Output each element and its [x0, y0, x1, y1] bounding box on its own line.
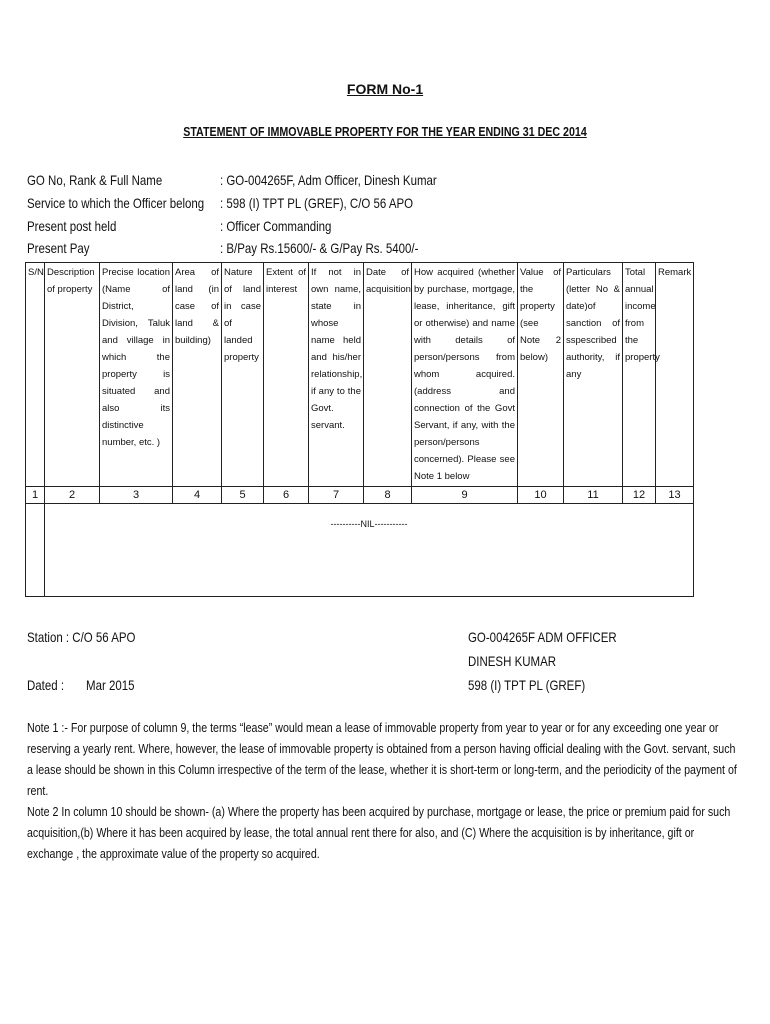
- dated-value: Mar 2015: [86, 677, 135, 693]
- header-cell: Remark: [656, 263, 694, 487]
- service-value: : 598 (I) TPT PL (GREF), C/O 56 APO: [220, 195, 414, 211]
- column-number: 7: [309, 487, 364, 504]
- column-number: 2: [45, 487, 100, 504]
- service-label: Service to which the Officer belong: [27, 195, 205, 211]
- header-cell: Precise location (Name of District, Division, Taluk and village in which the property is situated and also its distinctive number, etc. ): [100, 263, 173, 487]
- header-cell: Extent of interest: [264, 263, 309, 487]
- form-number-title: FORM No-1: [346, 81, 424, 97]
- header-cell: S/N: [26, 263, 45, 487]
- present-pay-value: : B/Pay Rs.15600/- & G/Pay Rs. 5400/-: [220, 240, 419, 256]
- column-number: 6: [264, 487, 309, 504]
- property-table: [25, 262, 694, 597]
- dated-label: Dated :: [27, 677, 65, 693]
- signature-line-3: 598 (I) TPT PL (GREF): [468, 677, 586, 693]
- column-number: 12: [623, 487, 656, 504]
- table-header-row: [26, 263, 694, 487]
- header-cell: Area of land (in case of land & building): [173, 263, 222, 487]
- post-held-value: : Officer Commanding: [220, 218, 332, 234]
- column-number: 8: [364, 487, 412, 504]
- signature-line-2: DINESH KUMAR: [468, 653, 557, 669]
- column-number-row: [26, 487, 694, 504]
- column-number: 10: [518, 487, 564, 504]
- column-number: 9: [412, 487, 518, 504]
- header-cell: Date of acquisition: [364, 263, 412, 487]
- column-number: 4: [173, 487, 222, 504]
- statement-title: STATEMENT OF IMMOVABLE PROPERTY FOR THE YEAR ENDING 31 DEC 2014: [183, 124, 587, 139]
- sn-cell: [26, 504, 45, 597]
- station-text: Station : C/O 56 APO: [27, 629, 136, 645]
- header-cell: Total annual income from the property: [623, 263, 656, 487]
- officer-name-label: GO No, Rank & Full Name: [27, 172, 163, 188]
- header-cell: Nature of land in case of landed property: [222, 263, 264, 487]
- nil-cell: [45, 504, 694, 597]
- nil-text: ----------NIL-----------: [330, 519, 408, 529]
- header-cell: How acquired (whether by purchase, mortgage, lease, inheritance, gift or otherwise) and name with details of person/persons from whom acquired. (address and connection of the Govt Servant, if any, with the person/persons concerned). Please see Note 1 below: [412, 263, 518, 487]
- column-number: 3: [100, 487, 173, 504]
- table-body-row: [26, 504, 694, 597]
- post-held-label: Present post held: [27, 218, 117, 234]
- header-cell: Description of property: [45, 263, 100, 487]
- note-1: Note 1 :- For purpose of column 9, the terms “lease” would mean a lease of immovable property from year to year or for any exceeding one year or reserving a yearly rent. Where, however, the lease of immovable property is obtained from a person having official dealing with the Govt. servant, such a lease should be shown in this Column irrespective of the term of the lease, whether it is short-term or long-term, and the periodicity of the payment of rent.: [27, 720, 737, 798]
- header-cell: Value of the property (see Note 2 below): [518, 263, 564, 487]
- note-2: Note 2 In column 10 should be shown- (a) Where the property has been acquired by purchase, mortgage or lease, the price or premium paid for such acquisition,(b) Where it has been acquired by lease, the total annual rent there for also, and (C) Where the acquisition is by inheritance, gift or exchange , the approximate value of the property so acquired.: [27, 804, 731, 861]
- present-pay-label: Present Pay: [27, 240, 90, 256]
- header-cell: If not in own name, state in whose name held and his/her relationship, if any to the Govt. servant.: [309, 263, 364, 487]
- column-number: 1: [26, 487, 45, 504]
- header-cell: Particulars (letter No & date)of sanction of sspescribed authority, if any: [564, 263, 623, 487]
- column-number: 5: [222, 487, 264, 504]
- column-number: 11: [564, 487, 623, 504]
- column-number: 13: [656, 487, 694, 504]
- notes-section: [27, 717, 740, 864]
- officer-name-value: : GO-004265F, Adm Officer, Dinesh Kumar: [220, 172, 437, 188]
- signature-line-1: GO-004265F ADM OFFICER: [468, 629, 617, 645]
